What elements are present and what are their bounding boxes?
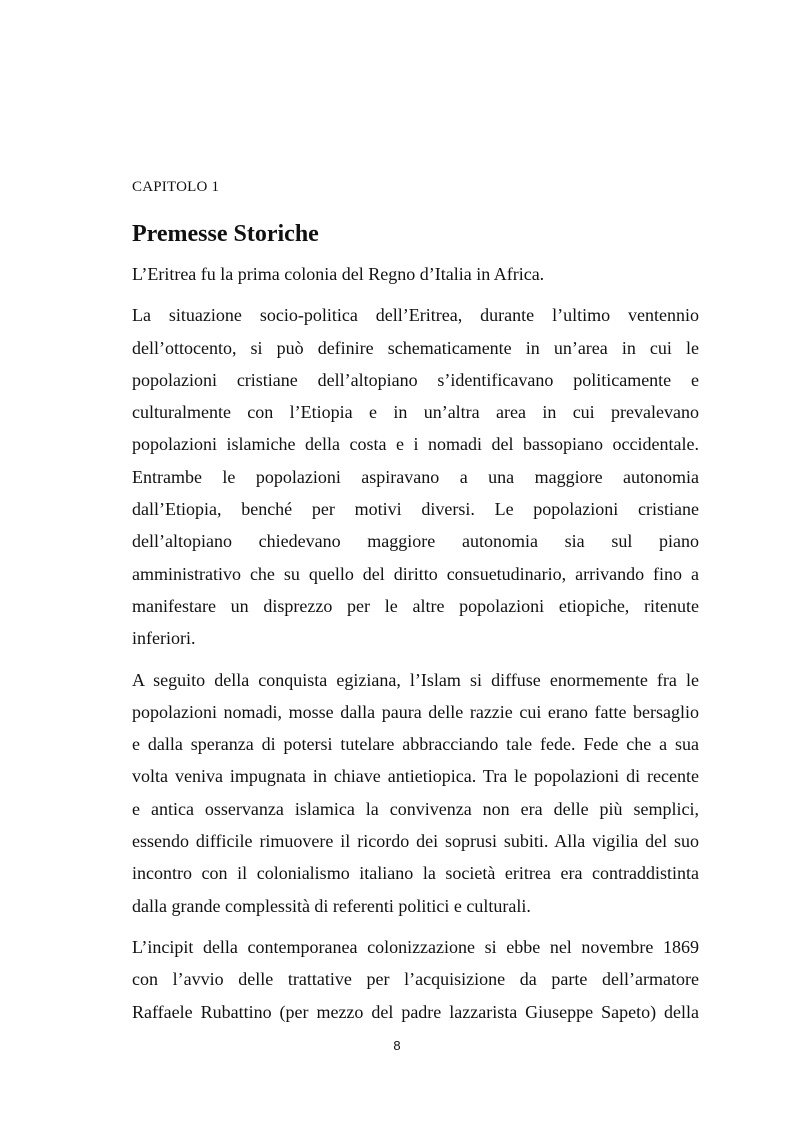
paragraph-line: culturalmente con l’Etiopia e in un’altra area in cui prevalevano: [132, 402, 699, 423]
paragraph-line: manifestare un disprezzo per le altre popolazioni etiopiche, ritenute: [132, 595, 699, 616]
paragraph-line: L’Eritrea fu la prima colonia del Regno d’Italia in Africa.: [132, 264, 545, 284]
paragraph: [132, 664, 699, 922]
paragraph: [132, 258, 699, 290]
paragraph: [132, 931, 699, 1028]
paragraph-line: dall’Etiopia, benché per motivi diversi. Le popolazioni cristiane: [132, 499, 699, 520]
paragraph-line: con l’avvio delle trattative per l’acquisizione da parte dell’armatore: [132, 969, 699, 990]
paragraph-line: Entrambe le popolazioni aspiravano a una maggiore autonomia: [132, 466, 699, 487]
chapter-label: CAPITOLO 1: [132, 179, 220, 195]
paragraph-line: incontro con il colonialismo italiano la società eritrea era contraddistinta: [132, 863, 699, 884]
paragraph-line: dell’altopiano chiedevano maggiore autonomia sia sul piano: [132, 531, 699, 552]
paragraph-line: e dalla speranza di potersi tutelare abbracciando tale fede. Fede che a sua: [132, 734, 699, 755]
paragraph-line: dell’ottocento, si può definire schematicamente in un’area in cui le: [132, 337, 699, 358]
paragraph-line: A seguito della conquista egiziana, l’Islam si diffuse enormemente fra le: [132, 669, 699, 690]
paragraph-line: amministrativo che su quello del diritto consuetudinario, arrivando fino a: [132, 563, 699, 584]
page-number: 8: [393, 1038, 401, 1053]
paragraph-line: L’incipit della contemporanea colonizzazione si ebbe nel novembre 1869: [132, 936, 699, 957]
body-text: [132, 258, 699, 1028]
paragraph-line: e antica osservanza islamica la convivenza non era delle più semplici,: [132, 798, 699, 819]
paragraph-line: inferiori.: [132, 628, 196, 649]
paragraph: [132, 299, 699, 654]
paragraph-line: essendo difficile rimuovere il ricordo dei soprusi subiti. Alla vigilia del suo: [132, 831, 699, 852]
paragraph-line: Raffaele Rubattino (per mezzo del padre lazzarista Giuseppe Sapeto) della: [132, 1001, 699, 1022]
paragraph-line: dalla grande complessità di referenti politici e culturali.: [132, 895, 531, 916]
paragraph-line: La situazione socio-politica dell’Eritrea, durante l’ultimo ventennio: [132, 305, 699, 326]
paragraph-line: popolazioni nomadi, mosse dalla paura delle razzie cui erano fatte bersaglio: [132, 701, 699, 722]
paragraph-line: popolazioni islamiche della costa e i nomadi del bassopiano occidentale.: [132, 434, 699, 455]
paragraph-line: volta veniva impugnata in chiave antietiopica. Tra le popolazioni di recente: [132, 766, 699, 787]
chapter-title: Premesse Storiche: [132, 221, 319, 247]
paragraph-line: popolazioni cristiane dell’altopiano s’identificavano politicamente e: [132, 369, 699, 390]
